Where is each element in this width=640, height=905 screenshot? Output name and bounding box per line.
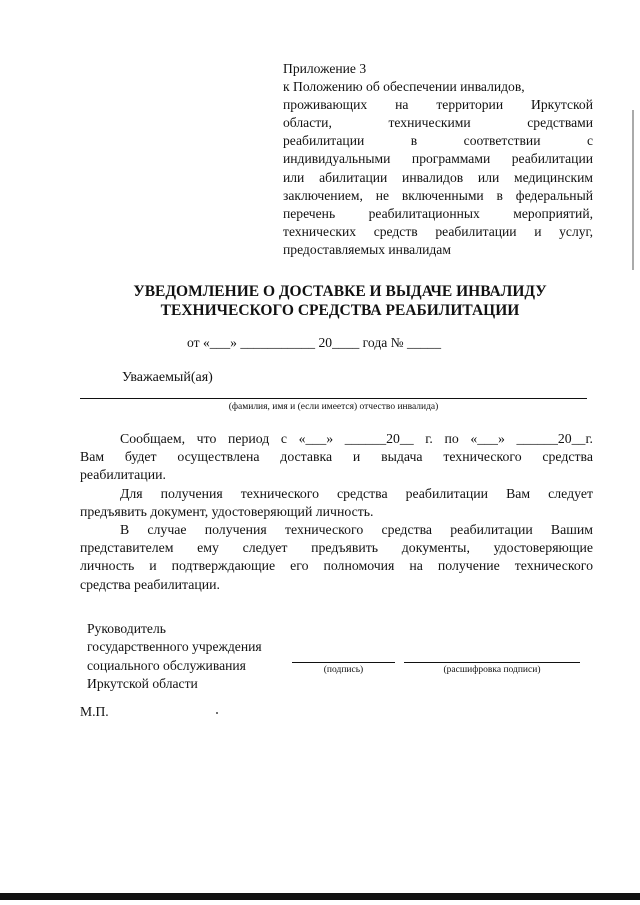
appendix-line: технических средств реабилитации и услуг, [283, 223, 593, 239]
signer-block [87, 620, 262, 694]
decoding-underline [404, 662, 580, 663]
appendix-line: к Положению об обеспечении инвалидов, [283, 79, 525, 95]
body-line: Вам будет осуществлена доставка и выдача технического средства [80, 449, 593, 465]
signer-line: социального обслуживания [87, 657, 246, 673]
name-underline [80, 398, 587, 399]
appendix-line: индивидуальными программами реабилитации [283, 151, 593, 167]
paragraph-representative [80, 521, 593, 594]
notification-body [80, 430, 593, 594]
scan-bottom-bar [0, 893, 640, 900]
appendix-line: или абилитации инвалидов или медицинским [283, 169, 593, 185]
decoding-caption: (расшифровка подписи) [443, 665, 541, 675]
scan-edge-mark [632, 110, 634, 270]
appendix-line: области, техническими средствами [283, 115, 593, 131]
signature-underline [292, 662, 395, 663]
body-line: представителем ему следует предъявить документы, удостоверяющие [80, 540, 593, 556]
appendix-line: заключением, не включенными в федеральный [283, 187, 593, 203]
name-caption: (фамилия, имя и (если имеется) отчество инвалида) [228, 402, 439, 412]
appendix-line: реабилитации в соответствии с [283, 133, 593, 149]
body-line: Для получения технического средства реабилитации Вам следует [120, 485, 593, 501]
body-line: предъявить документ, удостоверяющий личность. [80, 503, 374, 519]
signer-line: Руководитель [87, 621, 166, 636]
document-title [80, 282, 600, 320]
body-line: личность и подтверждающие его полномочия на получение технического [80, 558, 593, 574]
stamp-place: М.П. [80, 704, 109, 719]
scan-dot [216, 712, 218, 714]
title-line-1: УВЕДОМЛЕНИЕ О ДОСТАВКЕ И ВЫДАЧЕ ИНВАЛИДУ [133, 283, 547, 300]
appendix-line: перечень реабилитационных мероприятий, [283, 205, 593, 221]
signer-line: Иркутской области [87, 676, 198, 692]
paragraph-identity [80, 485, 593, 521]
appendix-line: проживающих на территории Иркутской [283, 97, 593, 113]
body-line: средства реабилитации. [80, 576, 220, 592]
paragraph-period [80, 430, 593, 485]
appendix-line: Приложение 3 [283, 61, 367, 76]
greeting: Уважаемый(ая) [122, 370, 213, 385]
body-line: Сообщаем, что период с «___» ______20__ г. по «___» ______20__г. [120, 431, 593, 446]
body-line: реабилитации. [80, 467, 166, 483]
signer-line: государственного учреждения [87, 639, 262, 655]
appendix-line: предоставляемых инвалидам [283, 241, 451, 257]
date-number-line: от «___» ___________ 20____ года № _____ [187, 335, 442, 350]
body-line: В случае получения технического средства реабилитации Вашим [120, 522, 593, 538]
appendix-header [283, 60, 593, 259]
title-line-2: ТЕХНИЧЕСКОГО СРЕДСТВА РЕАБИЛИТАЦИИ [160, 302, 520, 319]
signature-caption: (подпись) [323, 665, 364, 675]
